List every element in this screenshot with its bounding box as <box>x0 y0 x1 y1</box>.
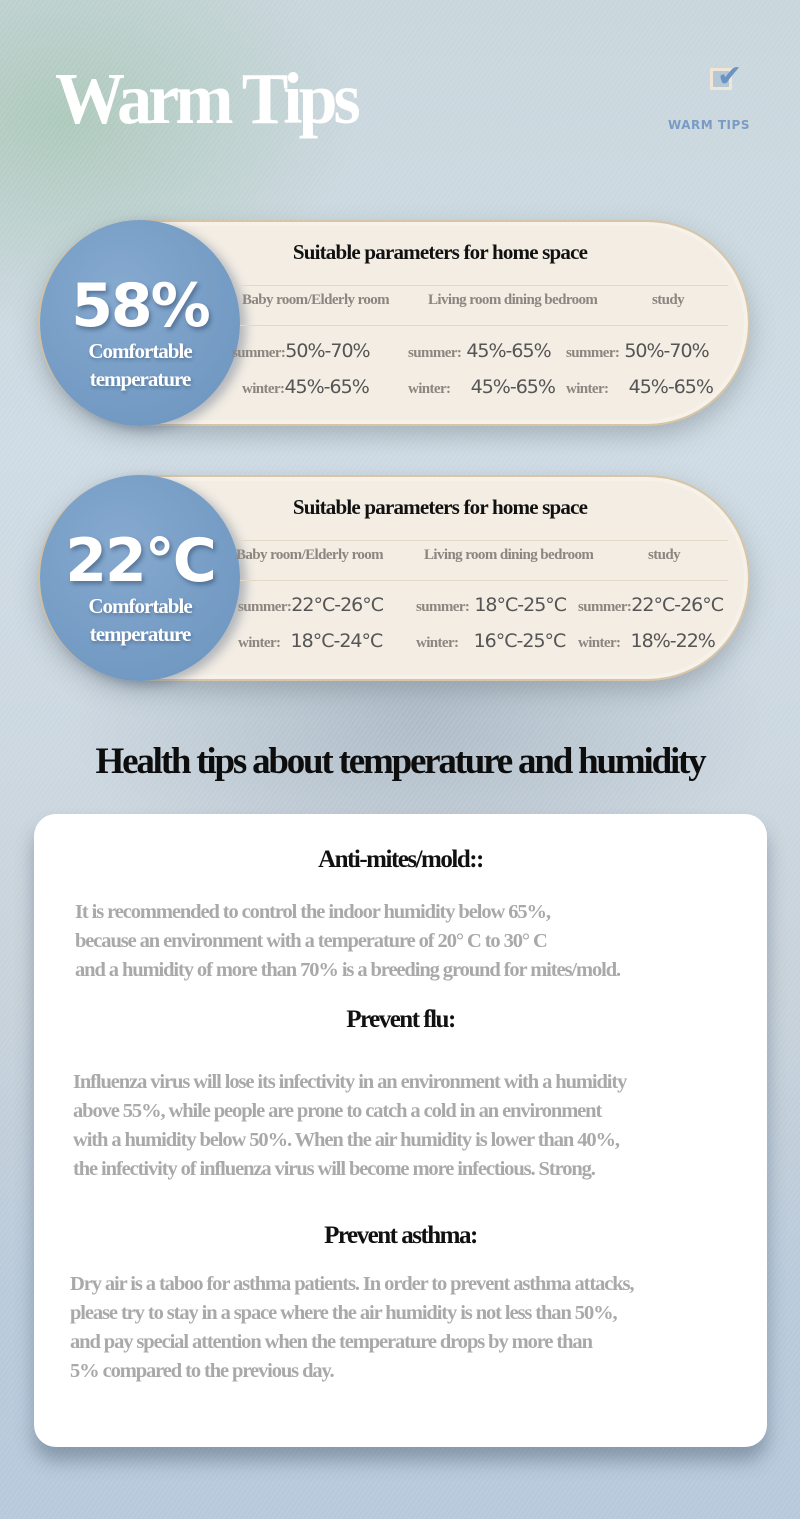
badge-label: WARM TIPS <box>668 118 750 132</box>
checkbox-check-icon <box>710 59 743 94</box>
section-heading-prevent-flu: Prevent flu: <box>346 1006 455 1033</box>
humidity-parameters-card <box>38 220 750 426</box>
circle-caption-line2: temperature <box>89 367 191 391</box>
table-cell: summer:50%-70% <box>232 340 370 362</box>
column-header-study: study <box>648 547 681 563</box>
table-cell: winter: 16°C-25°C <box>416 630 566 652</box>
table-cell: winter: 18°C-24°C <box>238 630 383 652</box>
warm-tips-badge <box>660 59 750 132</box>
column-header-living-room: Living room dining bedroom <box>424 547 594 563</box>
table-cell: summer: 50%-70% <box>566 340 709 362</box>
divider <box>240 580 728 581</box>
column-header-baby-room: Baby room/Elderly room <box>242 292 390 308</box>
temperature-circle <box>40 475 240 681</box>
checkmark-icon: ✔ <box>717 59 743 94</box>
section-heading-prevent-asthma: Prevent asthma: <box>324 1222 477 1249</box>
humidity-circle <box>40 220 240 426</box>
table-cell: summer: 18°C-25°C <box>416 594 567 616</box>
column-header-baby-room: Baby room/Elderly room <box>236 547 384 563</box>
anti-mites-text: It is recommended to control the indoor humidity below 65%, because an environment with a temperature of 20° C to 30° C and a humidity of more than 70% is a breeding ground for mites/mold. <box>75 901 621 981</box>
table-cell: winter: 45%-65% <box>408 376 555 398</box>
card-heading: Suitable parameters for home space <box>292 495 588 519</box>
divider <box>240 540 728 541</box>
prevent-flu-text: Influenza virus will lose its infectivity in an environment with a humidity above 55%, while people are prone to catch a cold in an environment with a humidity below 50%. When the air humidity is lower than 40%, the infectivity of influenza virus will become more infectious. Strong. <box>73 1071 627 1180</box>
column-header-study: study <box>652 292 685 308</box>
table-cell: summer:22°C-26°C <box>578 594 724 616</box>
prevent-asthma-text: Dry air is a taboo for asthma patients. In order to prevent asthma attacks, please try to stay in a space where the air humidity is not less than 50%, and pay special attention when the temperature drops by more than 5% compared to the previous day. <box>70 1273 634 1382</box>
page-title: Warm Tips <box>55 59 357 140</box>
table-cell: winter: 18%-22% <box>578 630 715 652</box>
divider <box>240 285 728 286</box>
divider <box>240 325 728 326</box>
section-heading-anti-mites: Anti-mites/mold:: <box>318 846 483 873</box>
circle-caption-line1: Comfortable <box>88 594 192 618</box>
health-tips-title: Health tips about temperature and humidity <box>95 741 705 782</box>
temperature-value: 22°C <box>65 526 215 596</box>
humidity-value: 58% <box>71 271 209 341</box>
card-heading: Suitable parameters for home space <box>292 240 588 264</box>
table-cell: summer:22°C-26°C <box>238 594 384 616</box>
column-header-living-room: Living room dining bedroom <box>428 292 598 308</box>
table-cell: summer: 45%-65% <box>408 340 551 362</box>
circle-caption-line2: temperature <box>89 622 191 646</box>
health-tips-card <box>34 814 767 1447</box>
table-cell: winter: 45%-65% <box>566 376 713 398</box>
temperature-parameters-card <box>38 475 750 681</box>
table-cell: winter:45%-65% <box>242 376 369 398</box>
circle-caption-line1: Comfortable <box>88 339 192 363</box>
